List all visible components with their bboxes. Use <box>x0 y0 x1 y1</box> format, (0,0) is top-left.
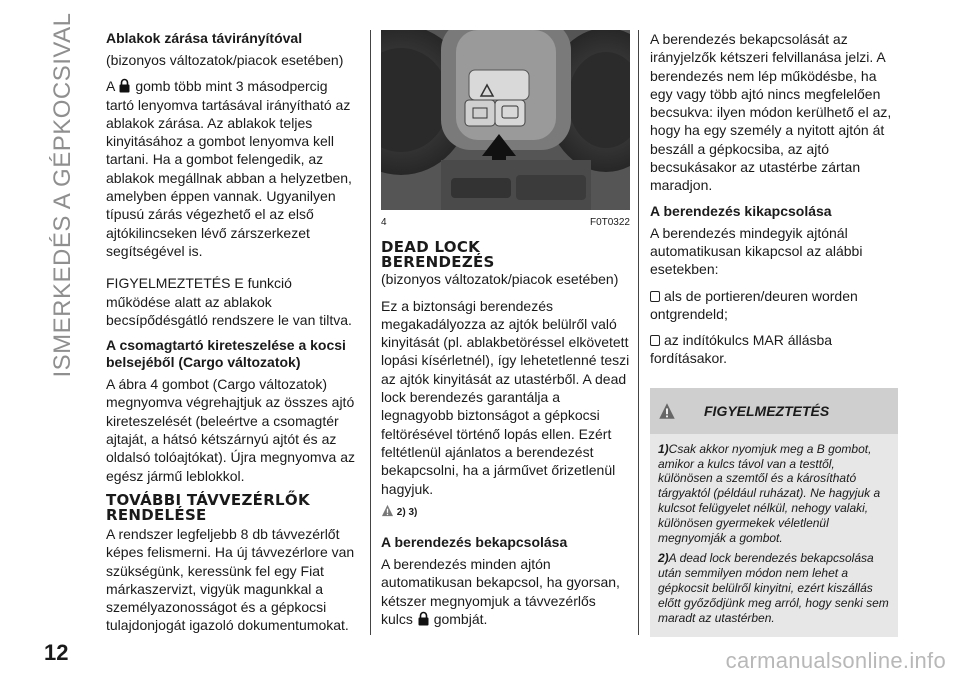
heading-deactivation: A berendezés kikapcsolása <box>650 202 832 219</box>
paragraph: A berendezés bekapcsolását az irányjelzők kétszeri felvillanása jelzi. A berendezés nem lép működésbe, ha egy vagy több ajtó nincs megfelelően becsukva: ilyen módon kerülhető el az, hogy ha egy személy a nyitott ajtón át beszáll a gépkocsiba, az ajtó becsukásakor az utastérbe zártan maradjon. <box>650 31 892 194</box>
heading-dead-lock: DEAD LOCK BERENDEZÉS <box>381 238 495 272</box>
warning-header <box>650 388 898 434</box>
column-divider <box>370 30 371 635</box>
paragraph: A berendezés mindegyik ajtónál automatikusan kikapcsol az alábbi esetekben: <box>650 224 863 278</box>
lock-icon <box>119 78 130 93</box>
checkbox-bullet-icon <box>650 291 660 302</box>
column-middle <box>381 30 630 636</box>
paragraph: A ábra 4 gombot (Cargo változatok) megnyomva végrehajtjuk az összes ajtó kireteszelését (beleértve a csomagtér ajtaját, a hátsó kétszárnyú ajtót és az oldalsó tolóajtókat). Újra megnyomva az egész jármű leblokkol. <box>106 376 356 484</box>
sidebar-section-title: ISMERKEDÉS A GÉPKOCSIVAL <box>49 12 76 378</box>
lock-icon <box>418 611 429 626</box>
paragraph: (bizonyos változatok/piacok esetében) <box>106 52 344 68</box>
paragraph: A berendezés minden ajtón automatikusan bekapcsol, ha gyorsan, kétszer megnyomjuk a távvezérlős kulcs gombját. <box>381 556 620 628</box>
heading-activation: A berendezés bekapcsolása <box>381 534 568 551</box>
paragraph: A rendszer legfeljebb 8 db távvezérlőt képes felismerni. Ha új távvezérlore van szükségünk, keressünk fel egy Fiat márkaszervizt, vigyük magunkkal a személyazonosságot és a gépkocsi tulajdonjogát igazoló dokumentumokat. <box>106 525 355 634</box>
heading-cargo-unlock: A csomagtartó kireteszelése a kocsi belsejéből (Cargo változatok) <box>106 337 346 371</box>
checkbox-bullet-icon <box>650 335 660 346</box>
figure-caption: 4 F0T0322 <box>381 217 630 228</box>
list-item: az indítókulcs MAR állásba fordításakor. <box>650 332 833 367</box>
warning-refs: 2) 3) <box>381 504 630 522</box>
warning-body <box>650 434 898 638</box>
column-left <box>106 30 356 643</box>
heading-order-remotes: TOVÁBBI TÁVVEZÉRLŐK RENDELÉSE <box>106 490 310 524</box>
warning-item: 2)A dead lock berendezés bekapcsolása után semmilyen módon nem lehet a gépkocsit belülről kinyitni, ezért kiszállás előtt győződjünk meg arról, hogy senki sem maradt az utastérben. <box>658 551 889 625</box>
paragraph: (bizonyos változatok/piacok esetében) <box>381 271 619 288</box>
watermark: carmanualsonline.info <box>725 648 946 673</box>
column-right <box>650 30 898 637</box>
warning-title: FIGYELMEZTETÉS <box>704 402 830 419</box>
paragraph: Ez a biztonsági berendezés megakadályozza az ajtók belülről való kinyitását (pl. ablakbetöréssel elkövetett lopási kísérletnél), így lehetetlenné teszi az ajtók kinyitását az utastérből. A dead lock berendezés garantálja a legnagyobb biztonságot a gépkocsi feltörésével történő lopás ellen. Ezért feltétlenül ajánlatos a berendezést bekapcsolni, ha a járművet őrizetlenül hagyjuk. <box>381 297 630 497</box>
heading-window-remote: Ablakok zárása távirányítóval <box>106 30 303 46</box>
column-divider <box>638 30 639 635</box>
warning-box <box>650 388 898 638</box>
warning-icon <box>658 402 676 420</box>
paragraph: FIGYELMEZTETÉS E funkció működése alatt az ablakok becsípődésgátló rendszere le van tiltva. <box>106 275 352 328</box>
paragraph: A gomb több mint 3 másodpercig tartó lenyomva tartásával irányítható az ablakok zárása. Az ablakok teljes kinyitásához a gombot lenyomva kell tartani. Ha a gombot felengedik, az ablakok megállnak abban a helyzetben, amelyben éppen vannak. Ugyanilyen típusú zárás végezhető el az első ajtókilincseken lévő zárszerkezet segítségével is. <box>106 78 352 259</box>
warning-item: 1)Csak akkor nyomjuk meg a B gombot, amikor a kulcs távol van a testtől, különösen a szemtől és a károsítható tárgyaktól (például ruházat). Ne hagyjuk a kulcsot felügyelet nélkül, nehogy valaki, különösen gyermekek véletlenül megnyomják a gombot. <box>658 441 881 545</box>
page-number: 12 <box>44 640 69 665</box>
list-item: als de portieren/deuren worden ontgrendeld; <box>650 287 858 322</box>
figure-dashboard-buttons <box>381 30 630 210</box>
dashboard-photo <box>381 30 630 210</box>
warning-icon <box>381 504 394 517</box>
